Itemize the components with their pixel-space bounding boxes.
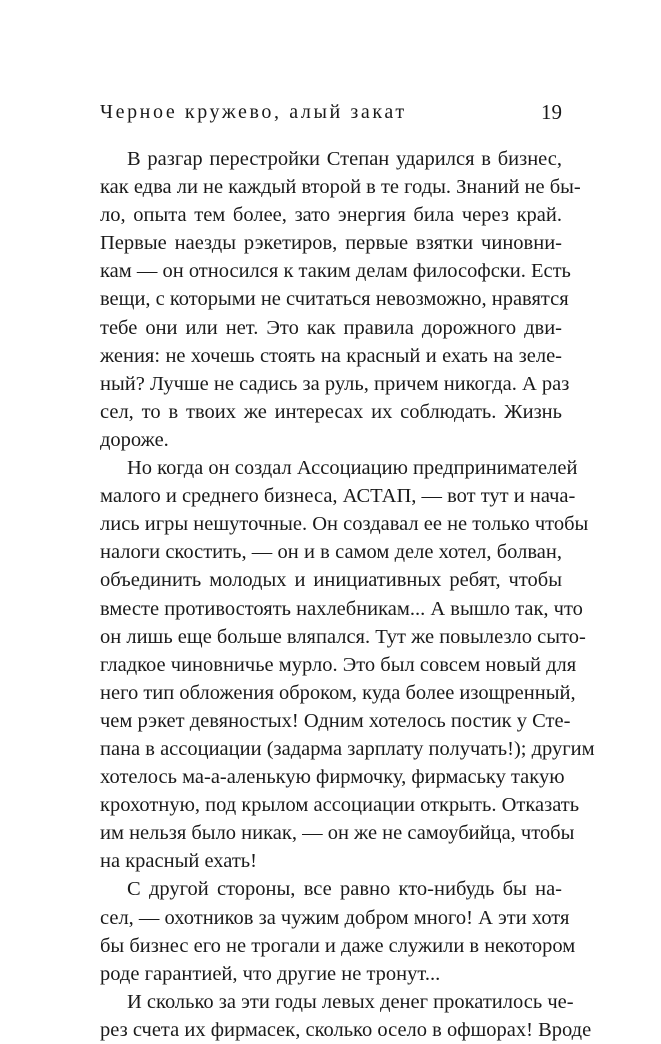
text-line: сел, — охотников за чужим добром много! А эти хотя: [100, 906, 570, 929]
text-line: дороже.: [100, 428, 169, 451]
text-line: хотелось ма-а-аленькую фирмочку, фирмаську такую: [100, 766, 565, 789]
text-line: ный? Лучше не садись за руль, причем никогда. А раз: [100, 372, 570, 395]
text-line: бы бизнес его не трогали и даже служили в некотором: [100, 934, 576, 957]
text-line: лись игры нешуточные. Он создавал ее не только чтобы: [100, 513, 589, 536]
text-line: вместе противостоять нахлебникам... А вышло так, что: [100, 597, 583, 620]
text-line: сел, то в твоих же интересах их соблюдать. Жизнь: [100, 400, 562, 423]
text-line: чем рэкет девяностых! Одним хотелось постик у Сте-: [100, 709, 571, 732]
text-line: С другой стороны, все равно кто-нибудь бы на-: [127, 878, 562, 901]
text-line: Но когда он создал Ассоциацию предпринимателей: [127, 457, 578, 480]
text-line: им нельзя было никак, — он же не самоубийца, чтобы: [100, 822, 575, 845]
text-line: как едва ли не каждый второй в те годы. Знаний не бы-: [100, 176, 581, 199]
text-line: крохотную, под крылом ассоциации открыть. Отказать: [100, 794, 580, 817]
text-line: тебе они или нет. Это как правила дорожного дви-: [100, 316, 562, 339]
text-line: объединить молодых и инициативных ребят, чтобы: [100, 569, 562, 592]
text-line: Первые наезды рэкетиров, первые взятки чиновни-: [100, 232, 562, 255]
text-line: пана в ассоциации (задарма зарплату получать!); другим: [100, 737, 595, 760]
text-line: ло, опыта тем более, зато энергия била через край.: [100, 204, 562, 227]
text-line: налоги скостить, — он и в самом деле хотел, болван,: [100, 541, 562, 564]
page-number: 19: [541, 100, 562, 124]
text-line: него тип обложения оброком, куда более изощренный,: [100, 681, 576, 704]
text-line: он лишь еще больше вляпался. Тут же повылезло сыто-: [100, 625, 586, 648]
running-head: [100, 98, 562, 126]
text-line: жения: не хочешь стоять на красный и ехать на зеле-: [100, 344, 562, 367]
running-title: Черное кружево, алый закат: [100, 101, 407, 123]
text-line: кам — он относился к таким делам философски. Есть: [100, 260, 571, 283]
text-line: на красный ехать!: [100, 850, 257, 873]
text-line: В разгар перестройки Степан ударился в бизнес,: [127, 148, 562, 170]
text-line: гладкое чиновничье мурло. Это был совсем новый для: [100, 653, 577, 676]
text-line: И сколько за эти годы левых денег прокатилось че-: [127, 990, 574, 1013]
text-line: роде гарантией, что другие не тронут...: [100, 962, 441, 985]
text-line: рез счета их фирмасек, сколько осело в офшорах! Вроде: [100, 1018, 592, 1041]
body-text: [100, 145, 595, 1044]
text-line: малого и среднего бизнеса, АСТАП, — вот тут и нача-: [100, 485, 576, 508]
text-line: вещи, с которыми не считаться невозможно, нравятся: [100, 288, 569, 311]
